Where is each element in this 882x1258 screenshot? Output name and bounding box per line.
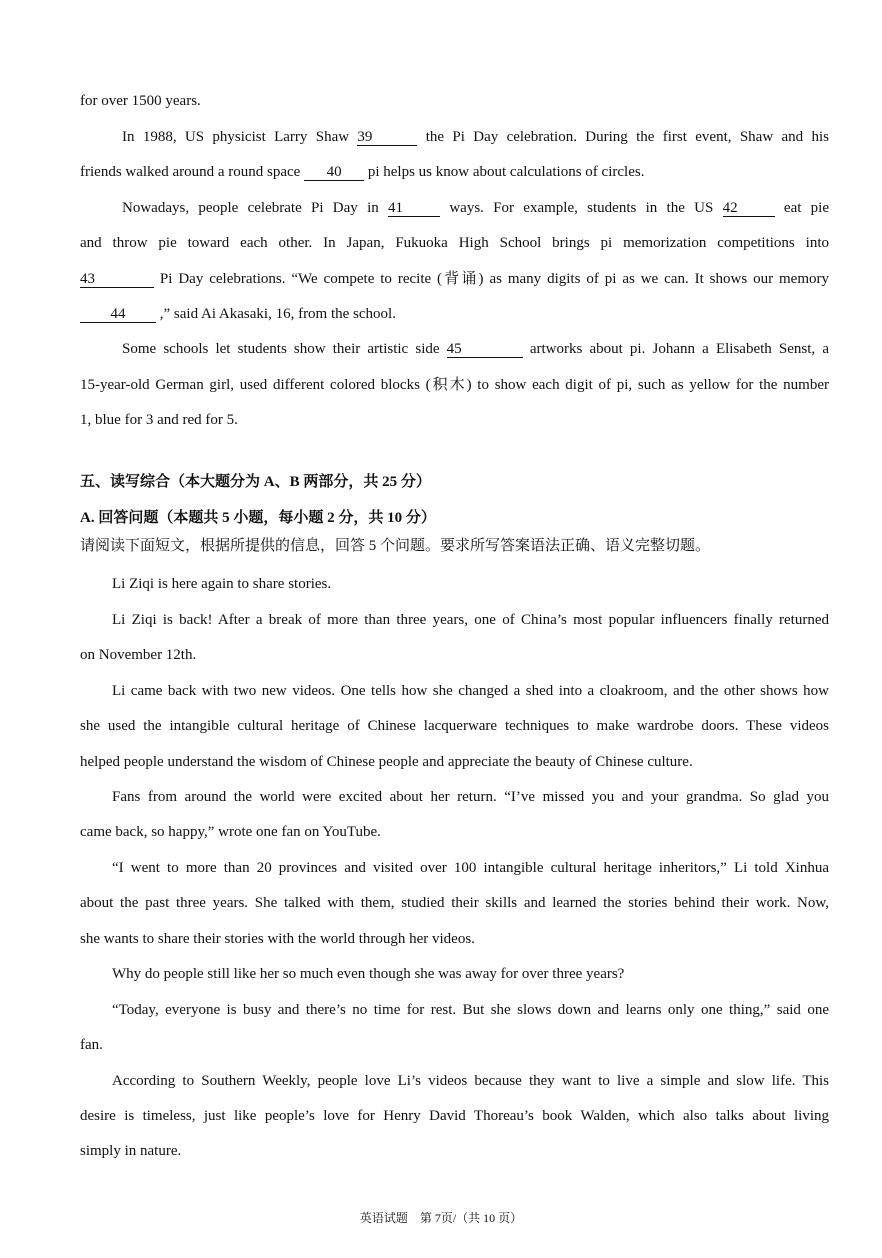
blank-40[interactable]: 40: [304, 164, 364, 181]
article-title: Li Ziqi is here again to share stories.: [112, 576, 332, 592]
article-line: Fans from around the world were excited about her return. “I’ve missed you and your grandma. So glad you: [112, 789, 829, 805]
cloze-line: [122, 127, 829, 147]
article-line: about the past three years. She talked with them, studied their skills and learned the stories behind their work. Now,: [80, 895, 829, 911]
article-line: “Today, everyone is busy and there’s no time for rest. But she slows down and learns only one thing,” said one: [112, 1002, 829, 1018]
text: and throw pie toward each other. In Japan, Fukuoka High School brings pi memorization competitions into: [80, 235, 829, 251]
article-line: helped people understand the wisdom of Chinese people and appreciate the beauty of Chinese culture.: [80, 754, 693, 770]
text: Nowadays, people celebrate Pi Day in: [122, 200, 389, 216]
instruction: 请阅读下面短文，根据所提供的信息，回答 5 个问题。要求所写答案语法正确、语义完整切题。: [80, 538, 711, 554]
article-line: desire is timeless, just like people’s love for Henry David Thoreau’s book Walden, which also talks about living: [80, 1108, 829, 1124]
article-line: Why do people still like her so much even though she was away for over three years?: [112, 966, 625, 982]
blank-42[interactable]: 42: [723, 200, 775, 217]
text: friends walked around a round space: [80, 164, 305, 180]
article-line: came back, so happy,” wrote one fan on YouTube.: [80, 824, 381, 840]
text: Some schools let students show their artistic side: [122, 341, 447, 357]
text: the Pi Day celebration. During the first event, Shaw and his: [417, 129, 829, 145]
page-footer: 英语试题 第 7页/（共 10 页）: [359, 1211, 523, 1225]
article-line: Li came back with two new videos. One tells how she changed a shed into a cloakroom, and the other shows how: [112, 683, 829, 699]
text: pi helps us know about calculations of circles.: [364, 164, 645, 180]
blank-41[interactable]: 41: [388, 200, 440, 217]
article-line: “I went to more than 20 provinces and visited over 100 intangible cultural heritage inheritors,” Li told Xinhua: [112, 860, 829, 876]
blank-43[interactable]: 43: [80, 271, 154, 288]
cloze-line: [80, 410, 829, 430]
text: ,” said Ai Akasaki, 16, from the school.: [156, 306, 396, 322]
cloze-line: [80, 233, 829, 253]
article-line: simply in nature.: [80, 1143, 182, 1159]
cloze-line: [80, 269, 829, 289]
blank-39[interactable]: 39: [357, 129, 417, 146]
article-line: Li Ziqi is back! After a break of more than three years, one of China’s most popular influencers finally returned: [112, 612, 829, 628]
cloze-line: [122, 198, 829, 218]
text: for over 1500 years.: [80, 93, 201, 109]
text: eat pie: [774, 200, 829, 216]
cloze-line: [122, 339, 829, 359]
cloze-line: [80, 304, 829, 324]
blank-44[interactable]: 44: [80, 306, 156, 323]
text: ways. For example, students in the US: [440, 200, 723, 216]
text: 1, blue for 3 and red for 5.: [80, 412, 238, 428]
blank-45[interactable]: 45: [447, 341, 523, 358]
article-line: According to Southern Weekly, people love Li’s videos because they want to live a simple and slow life. This: [112, 1073, 829, 1089]
cloze-line: [80, 162, 829, 182]
article-line: on November 12th.: [80, 647, 197, 663]
cloze-line: [80, 91, 829, 111]
text: 15-year-old German girl, used different colored blocks (积木) to show each digit of pi, such as yellow for the number: [80, 377, 829, 393]
cloze-line: [80, 375, 829, 395]
sub-heading: A. 回答问题（本题共 5 小题，每小题 2 分，共 10 分）: [80, 510, 436, 526]
text: In 1988, US physicist Larry Shaw: [122, 129, 358, 145]
article-line: she wants to share their stories with the world through her videos.: [80, 931, 475, 947]
article-line: she used the intangible cultural heritage of Chinese lacquerware techniques to make wardrobe doors. These videos: [80, 718, 829, 734]
text: artworks about pi. Johann a Elisabeth Senst, a: [522, 341, 829, 357]
section-heading: 五、读写综合（本大题分为 A、B 两部分，共 25 分）: [80, 474, 431, 490]
text: Pi Day celebrations. “We compete to recite (背诵) as many digits of pi as we can. It shows our memory: [154, 271, 829, 287]
article-line: fan.: [80, 1037, 103, 1053]
